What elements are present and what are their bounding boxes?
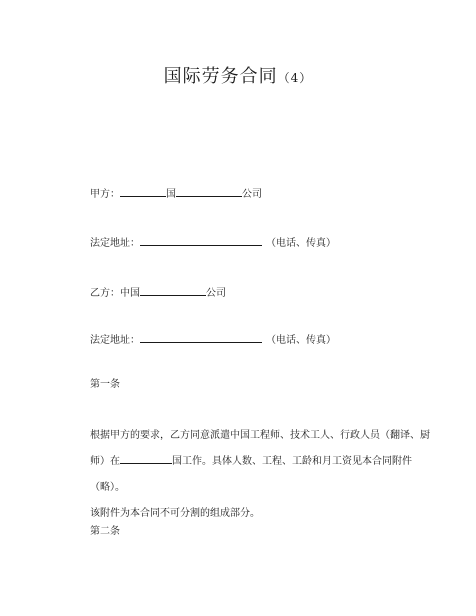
article-1-line-2 bbox=[90, 449, 438, 501]
address-a-label: 法定地址： bbox=[90, 238, 140, 249]
address-b-blank bbox=[140, 331, 262, 343]
party-a-country-blank bbox=[120, 185, 166, 197]
title-suffix: （4） bbox=[277, 71, 313, 85]
article-1-body bbox=[90, 423, 438, 527]
party-a-company-blank bbox=[176, 185, 242, 197]
address-a-tail: （电话、传真） bbox=[266, 238, 336, 249]
address-a-line bbox=[90, 234, 336, 251]
party-b-label: 乙方：中国 bbox=[90, 288, 140, 299]
party-b-line bbox=[90, 284, 226, 301]
article-1-heading: 第一条 bbox=[90, 379, 120, 390]
party-b-tail: 公司 bbox=[206, 288, 226, 299]
party-a-line bbox=[90, 185, 262, 202]
party-a-label: 甲方： bbox=[90, 189, 120, 200]
title-text: 国际劳务合同 bbox=[163, 66, 278, 87]
party-b-company-blank bbox=[140, 284, 206, 296]
address-b-tail: （电话、传真） bbox=[266, 335, 336, 346]
address-a-blank bbox=[140, 234, 262, 246]
party-a-mid: 国 bbox=[166, 189, 176, 200]
address-b-label: 法定地址： bbox=[90, 335, 140, 346]
party-a-tail: 公司 bbox=[242, 189, 262, 200]
document-title bbox=[0, 62, 476, 88]
article-2-heading: 第二条 bbox=[90, 526, 120, 537]
article-1-line-3: 该附件为本合同不可分割的组成部分。 bbox=[90, 508, 260, 519]
work-country-blank bbox=[120, 453, 172, 464]
article-1-line-2-end: 国工作。具体人数、工程、工龄和月工资见本合同附件（略）。 bbox=[90, 456, 412, 493]
article-1-line-2-start: 师）在 bbox=[90, 456, 120, 467]
address-b-line bbox=[90, 331, 336, 348]
article-1-line-1: 根据甲方的要求，乙方同意派遣中国工程师、技术工人、行政人员（翻译、厨 bbox=[90, 430, 430, 441]
